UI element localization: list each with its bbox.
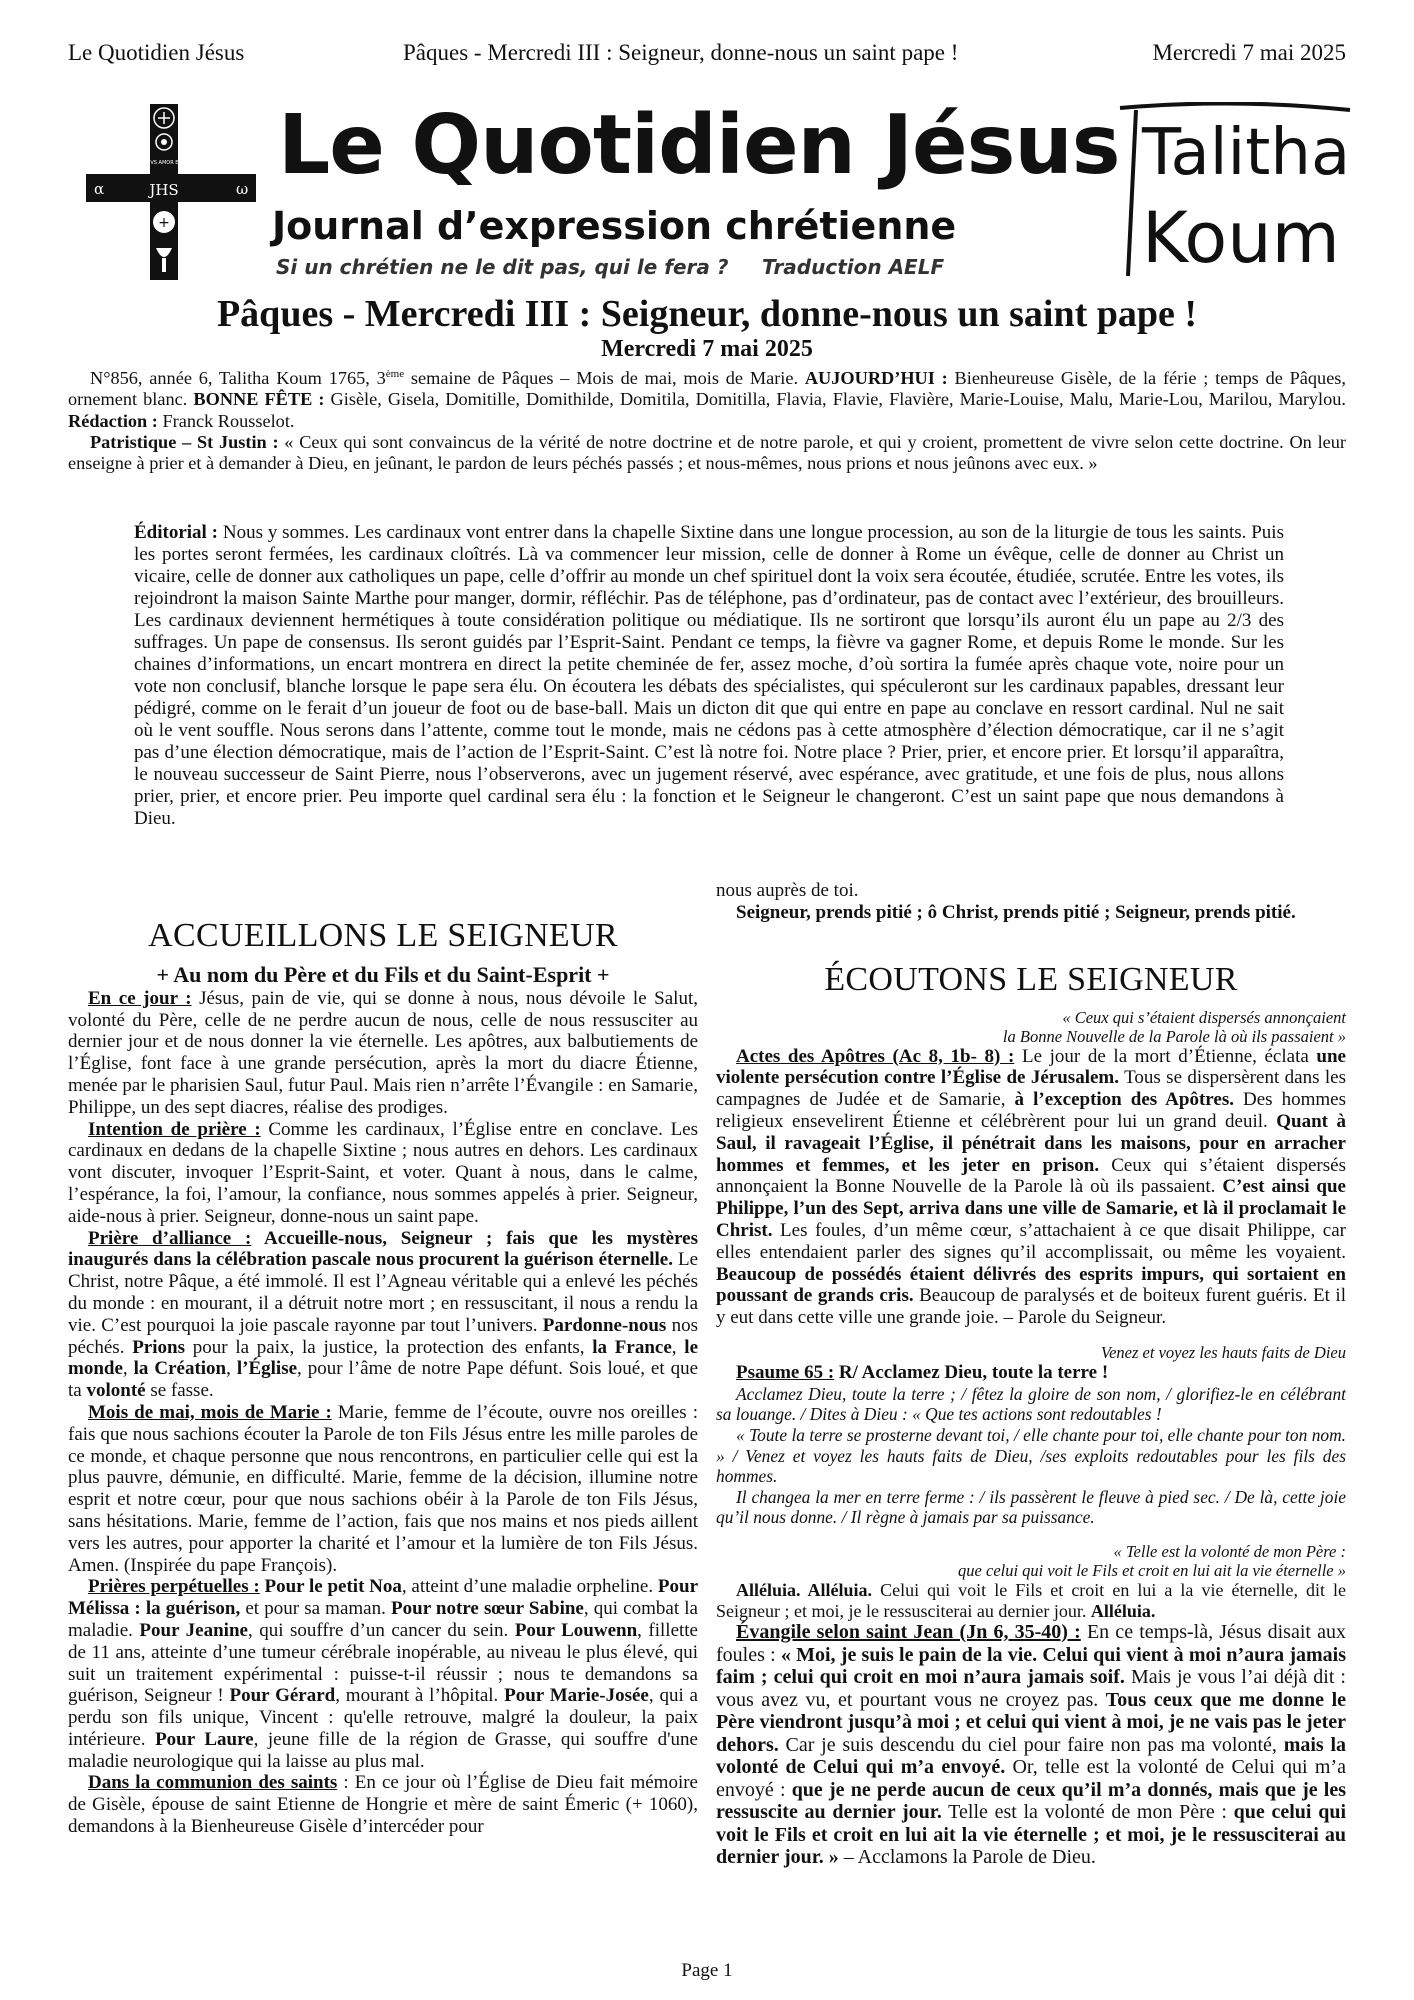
masthead-translation: Traduction AELF bbox=[762, 255, 945, 279]
actes-paragraph bbox=[716, 1046, 1346, 1329]
perp-bold-1: Pour le petit Noa bbox=[259, 1576, 402, 1598]
alliance-text-2: nos péchés. bbox=[68, 1314, 698, 1358]
psaume-label: Psaume 65 : bbox=[736, 1361, 835, 1383]
evangile-bold-5: que celui qui voit le Fils et croit en lui ait la vie éternelle ; et moi, je le ressusciterai au dernier jour. » bbox=[716, 1801, 1346, 1869]
perp-text-2: et pour sa maman. bbox=[240, 1598, 392, 1620]
editorial-label: Éditorial : bbox=[134, 522, 219, 543]
evangile-bold-2: Tous ceux que me donne le Père viendront jusqu’à moi ; et celui qui vient à moi, je ne vais pas le jeter dehors. bbox=[716, 1688, 1346, 1756]
epigraph-3-line-2: que celui qui voit le Fils et croit en lui ait la vie éternelle » bbox=[958, 1560, 1346, 1580]
alliance-text-5: , bbox=[122, 1358, 134, 1380]
right-column bbox=[716, 880, 1346, 1869]
evangile-text-4: Or, telle est la volonté de Celui qui m’a envoyé : bbox=[716, 1756, 1346, 1801]
perp-bold-5: Pour Louwenn bbox=[514, 1619, 638, 1641]
talitha-text: Talitha bbox=[1142, 116, 1351, 190]
section-heading-accueillons: ACCUEILLONS LE SEIGNEUR bbox=[148, 917, 618, 954]
actes-text-3: Des hommes religieux ensevelirent Étienne et célébrèrent pour lui un grand deuil. bbox=[716, 1089, 1346, 1132]
epigraph-1-line-2: la Bonne Nouvelle de la Parole là où ils passaient » bbox=[1002, 1026, 1346, 1046]
perp-text-1: , atteint d’une maladie orpheline. bbox=[401, 1576, 658, 1598]
cross-logo-icon bbox=[86, 104, 286, 294]
issue-info bbox=[68, 364, 1346, 474]
psaume-heading bbox=[716, 1362, 1346, 1384]
alliance-text-8: se fasse. bbox=[145, 1380, 214, 1402]
communion-text: : En ce jour où l’Église de Dieu fait mémoire de Gisèle, épouse de saint Etienne de Hongrie et mère de saint Émeric (+ 1060), demandons à la Bienheureuse Gisèle d’intercéder pour bbox=[68, 1772, 698, 1838]
psaume-refrain: R/ Acclamez Dieu, toute la terre ! bbox=[834, 1361, 1109, 1383]
patristique-paragraph bbox=[68, 432, 1346, 474]
alliance-bold-2: Pardonne-nous bbox=[542, 1314, 667, 1336]
alliance-paragraph bbox=[68, 1228, 698, 1402]
perp-text-3: , qui combat la maladie. bbox=[68, 1598, 698, 1641]
ce-jour-text: Jésus, pain de vie, qui se donne à nous, nous dévoile le Salut, volonté du Père, celle de ne perdre aucun de nous, celle de nous ressusciter au dernier jour et de nous donner la vie éternelle. Les apôtres, aux balbutiements de l’Église, font face à une grande persécution, après la mort du diacre Étienne, menée par le pharisien Saul, futur Paul. Mais rien n’arrête l’Évangile : en Samarie, Philippe, un des sept diacres, réalise des prodiges. bbox=[68, 987, 698, 1118]
alliance-text-6: , bbox=[226, 1358, 237, 1380]
epigraph-2: Venez et voyez les hauts faits de Dieu bbox=[1100, 1342, 1346, 1362]
ce-jour-paragraph bbox=[68, 988, 698, 1119]
perp-text-7: , qui a perdu son fils unique, Vincent : qu'elle retrouve, malgré la douleur, la paix intérieure. bbox=[68, 1685, 698, 1750]
perp-text-6: , mourant à l’hôpital. bbox=[335, 1685, 505, 1707]
editorial-paragraph bbox=[134, 522, 1284, 830]
epigraph-1-line-1: « Ceux qui s’étaient dispersés annonçaient bbox=[1062, 1007, 1346, 1027]
perp-bold-7: Pour Marie-Josée bbox=[504, 1685, 649, 1707]
issue-number: N°856, année 6, Talitha Koum 1765, bbox=[90, 368, 370, 389]
evangile-bold-1: « Moi, je suis le pain de la vie. Celui qui vient à moi n’aura jamais faim ; celui qui croit en moi n’aura jamais soif. bbox=[716, 1643, 1346, 1689]
week-text: semaine de Pâques – Mois de mai, mois de Marie. bbox=[404, 368, 799, 389]
actes-text-1: Le jour de la mort d’Étienne, éclata bbox=[1014, 1045, 1317, 1067]
marie-label: Mois de mai, mois de Marie : bbox=[88, 1401, 332, 1423]
continuation-text: nous auprès de toi. bbox=[716, 880, 859, 901]
masthead-title: Le Quotidien Jésus bbox=[278, 98, 1120, 193]
left-column bbox=[68, 880, 698, 1838]
actes-text-2: Tous se dispersèrent dans les campagnes de Judée et de Samarie, bbox=[716, 1067, 1346, 1111]
evangile-text-2: Mais je vous l’ai déjà dit : vous avez vu, et pourtant vous ne croyez pas. bbox=[716, 1666, 1346, 1711]
alliance-bold-5: le monde bbox=[68, 1336, 699, 1380]
perp-text-5: , fillette de 11 ans, atteinte d’une tumeur cérébrale inopérable, au niveau le plus élevé, qui suit un traitement expérimental : puisse-t-il réussir ; nous te demandons sa guérison, Seigneur ! bbox=[68, 1619, 698, 1707]
section-subheading: + Au nom du Père et du Fils et du Saint-Esprit + bbox=[156, 962, 610, 987]
evangile-bold-4: que je ne perde aucun de ceux qu’il m’a donnés, mais que je les ressuscite au dernier jour. bbox=[716, 1778, 1347, 1824]
kyrie-paragraph: Seigneur, prends pitié ; ô Christ, prends pitié ; Seigneur, prends pitié. bbox=[736, 901, 1296, 923]
epigraph-3-line-1: « Telle est la volonté de mon Père : bbox=[1113, 1541, 1346, 1561]
alliance-text-7: , pour l’âme de notre Pape défunt. Sois loué, et que ta bbox=[68, 1358, 699, 1402]
alliance-bold-3: Prions bbox=[132, 1336, 185, 1358]
perp-bold-3: Pour notre sœur Sabine bbox=[391, 1598, 584, 1620]
editorial bbox=[134, 522, 1284, 830]
psaume-verse-3: Il changea la mer en terre ferme : / ils passèrent le fleuve à pied sec. / De là, cette joie qu’il nous donne. / Il règne à jamais par sa puissance. bbox=[716, 1486, 1346, 1528]
perpetuelles-paragraph bbox=[68, 1576, 698, 1772]
communion-label: Dans la communion des saints bbox=[88, 1772, 338, 1794]
alliance-bold-4: la France bbox=[592, 1336, 672, 1358]
alliance-text-1: Le Christ, notre Pâque, a été immolé. Il est l’Agneau véritable qui a enlevé les péchés du monde : en mourant, il a détruit notre mort ; en ressuscitant, il nous a rendu la vie. C’est pourquoi la joie pascale rayonne par tout l’univers. bbox=[68, 1249, 699, 1336]
fete-label: BONNE FÊTE : bbox=[193, 389, 325, 410]
evangile-text-5: Telle est la volonté de mon Père : bbox=[941, 1801, 1234, 1824]
redaction-text: Franck Rousselot. bbox=[157, 410, 295, 431]
continuation-paragraph bbox=[716, 880, 1346, 902]
masthead-tagline: Si un chrétien ne le dit pas, qui le fera ? bbox=[276, 255, 729, 279]
actes-bold-2: à l’exception des Apôtres. bbox=[1014, 1089, 1234, 1111]
cross-jhs-text: JHS bbox=[149, 181, 179, 199]
marie-paragraph bbox=[68, 1402, 698, 1576]
cross-plus-text: + bbox=[158, 215, 170, 231]
evangile-text-6: – Acclamons la Parole de Dieu. bbox=[838, 1846, 1096, 1869]
cross-omega-text: ω bbox=[236, 180, 249, 198]
ce-jour-label: En ce jour : bbox=[88, 987, 192, 1009]
page-title: Pâques - Mercredi III : Seigneur, donne-nous un saint pape ! bbox=[216, 293, 1198, 335]
week-sup: ème bbox=[385, 368, 405, 380]
running-header-left: Le Quotidien Jésus bbox=[68, 40, 245, 65]
fete-text: Gisèle, Gisela, Domitille, Domithilde, Domitila, Domitilla, Flavia, Flavie, Flavière, Marie-Louise, Malu, Marie-Lou, Marilou, Marylou. bbox=[324, 389, 1346, 410]
psaume-verse-2: « Toute la terre se prosterne devant toi, / elle chante pour toi, elle chante pour ton nom. » / Venez et voyez les hauts faits de Dieu, /ses exploits redoutables pour les fils des hommes. bbox=[716, 1424, 1346, 1487]
patristique-label: Patristique – St Justin : bbox=[90, 431, 279, 452]
alliance-text-4: , bbox=[671, 1336, 685, 1358]
actes-text-4: Ceux qui s’étaient dispersés annonçaient la Bonne Nouvelle de la Parole là où ils passaient. bbox=[716, 1154, 1346, 1198]
marie-text: Marie, femme de l’écoute, ouvre nos oreilles : fais que nous sachions écouter la Parole de ton Fils Jésus entre les mille paroles de ce monde, et chaque personne que nous rencontrons, en particulier celle qui est la plus pauvre, démunie, en difficulté. Marie, femme de la décision, illumine notre esprit et notre cœur, pour que nous sachions obéir à la Parole de ton Fils Jésus, sans hésitations. Marie, femme de l’action, fais que nos mains et nos pieds aillent vers les autres, pour apporter la charité et l’amour et la lumière de ton Fils Jésus. Amen. (Inspirée du pape François). bbox=[68, 1401, 698, 1576]
actes-bold-3: Quant à Saul, il ravageait l’Église, il pénétrait dans les maisons, pour en arracher hommes et femmes, et les jeter en prison. bbox=[716, 1110, 1346, 1176]
communion-paragraph bbox=[68, 1772, 698, 1837]
alliance-label: Prière d’alliance : bbox=[88, 1227, 252, 1249]
today-text: Bienheureuse Gisèle, de la férie ; temps de Pâques, ornement blanc. bbox=[68, 368, 1346, 410]
intention-paragraph bbox=[68, 1119, 698, 1228]
alliance-bold-8: volonté bbox=[86, 1380, 146, 1402]
alliance-bold-6: la Création bbox=[133, 1358, 227, 1380]
running-header bbox=[68, 40, 1346, 70]
cross-alpha-text: α bbox=[94, 180, 105, 198]
actes-text-6: Beaucoup de paralysés et de boiteux furent guéris. Et il y eut dans cette ville une grande joie. – Parole du Seigneur. bbox=[716, 1285, 1346, 1329]
evangile-bold-3: mais la volonté de Celui qui m’a envoyé. bbox=[716, 1733, 1346, 1779]
actes-bold-5: Beaucoup de possédés étaient délivrés des esprits impurs, qui sortaient en poussant de grands cris. bbox=[716, 1263, 1346, 1307]
masthead-subtitle: Journal d’expression chrétienne bbox=[272, 204, 957, 248]
evangile-label: Évangile selon saint Jean (Jn 6, 35-40) : bbox=[736, 1621, 1081, 1644]
talitha-koum-logo bbox=[1114, 102, 1354, 282]
actes-bold-1: une violente persécution contre l’Église de Jérusalem. bbox=[716, 1045, 1346, 1089]
perp-text-4: , qui souffre d’un cancer du sein. bbox=[247, 1619, 515, 1641]
evangile-text-3: Car je suis descendu du ciel pour faire non pas ma volonté, bbox=[778, 1733, 1284, 1756]
koum-text: Koum bbox=[1142, 197, 1340, 279]
page-date: Mercredi 7 mai 2025 bbox=[601, 336, 813, 362]
alleluia-bold: Alléluia. Alléluia. bbox=[736, 1579, 873, 1600]
actes-text-5: Les foules, d’un même cœur, s’attachaient à ce que disait Philippe, car elles entendaient parler des signes qu’il accomplissait, ou même les voyaient. bbox=[716, 1219, 1346, 1263]
alleluia-bold-2: Alléluia. bbox=[1090, 1600, 1156, 1621]
actes-bold-4: C’est ainsi que Philippe, l’un des Sept, arriva dans une ville de Samarie, et là il proclamait le Christ. bbox=[716, 1176, 1346, 1241]
cross-deus-text: DEVS AMOR EST bbox=[143, 160, 185, 166]
issue-info-paragraph bbox=[68, 364, 1346, 432]
perpetuelles-label: Prières perpétuelles : bbox=[88, 1576, 260, 1598]
page-number: Page 1 bbox=[681, 1960, 733, 1981]
perp-bold-4: Pour Jeanine bbox=[139, 1619, 248, 1641]
section-heading-ecoutons: ÉCOUTONS LE SEIGNEUR bbox=[824, 960, 1238, 998]
week-number: 3 bbox=[376, 368, 386, 389]
alliance-bold: Accueille-nous, Seigneur ; fais que les mystères inaugurés dans la célébration pascale nous procurent la guérison éternelle. bbox=[68, 1227, 699, 1271]
intention-text: Comme les cardinaux, l’Église entre en conclave. Les cardinaux en dedans de la chapelle Sixtine ; nous autres en dehors. Les cardinaux vont discuter, invoquer l’Esprit-Saint, et voter. Quant à nous, dans le calme, l’espérance, la foi, l’amour, la confiance, nous sommes appelés à prier. Seigneur, aide-nous à prier. Seigneur, donne-nous un saint pape. bbox=[68, 1118, 698, 1227]
running-header-center: Pâques - Mercredi III : Seigneur, donne-nous un saint pape ! bbox=[403, 40, 959, 65]
evangile-paragraph bbox=[716, 1621, 1346, 1869]
alleluia-paragraph bbox=[716, 1580, 1346, 1621]
running-header-right: Mercredi 7 mai 2025 bbox=[1152, 40, 1346, 65]
patristique-text: « Ceux qui sont convaincus de la vérité de notre doctrine et de notre parole, et qui y croient, promettent de vivre selon cette doctrine. On leur enseigne à prier et à demander à Dieu, en jeûnant, le pardon de leurs péchés passés ; et nous-mêmes, nous prions et nous jeûnons avec eux. » bbox=[68, 431, 1346, 473]
perp-text-8: , jeune fille de la région de Grasse, qui souffre d'une maladie neurologique qui la laisse au plus mal. bbox=[68, 1728, 698, 1772]
intention-label: Intention de prière : bbox=[88, 1118, 261, 1140]
psaume-verse-1: Acclamez Dieu, toute la terre ; / fêtez la gloire de son nom, / glorifiez-le en célébrant sa louange. / Dites à Dieu : « Que tes actions sont redoutables ! bbox=[716, 1383, 1346, 1425]
alleluia-text: Celui qui voit le Fils et croit en lui a la vie éternelle, dit le Seigneur ; et moi, je le ressusciterai au dernier jour. bbox=[716, 1579, 1347, 1621]
evangile-text-1: En ce temps-là, Jésus disait aux foules : bbox=[716, 1621, 1346, 1666]
editorial-text: Nous y sommes. Les cardinaux vont entrer dans la chapelle Sixtine dans une longue procession, au son de la liturgie de tous les saints. Puis les portes seront fermées, les cardinaux cloîtrés. Là va commencer leur mission, celle de donner à Rome un évêque, celle de donner au Christ un vicaire, celle de donner aux catholiques un pape, celle d’offrir au monde un chef spirituel dont la voix sera écoutée, étudiée, scrutée. Entre les votes, ils rejoindront la maison Sainte Marthe pour manger, dormir, réfléchir. Pas de téléphone, pas d’ordinateur, pas de contact avec l’extérieur, des brouilleurs. Les cardinaux deviennent hermétiques à toute considération politique ou médiatique. Ils ne sortiront que lorsqu’ils auront élu un pape au 2/3 des suffrages. Un pape de consensus. Ils seront guidés par l’Esprit-Saint. Pendant ce temps, la fièvre va gagner Rome, et depuis Rome le monde. Sur les chaines d’informations, un encart montrera en direct la petite cheminée de fer, assez moche, d’où sortira la fumée après chaque vote, noire pour un vote non conclusif, blanche lorsque le pape sera élu. On écoutera les débats des spécialistes, qui spéculeront sur les cardinaux papables, dressant leur pédigré, comme on le ferait d’un joueur de foot ou de base-ball. Mais un dicton dit que qui entre en pape au conclave en ressort cardinal. Nul ne sait où le vent souffle. Nous serons dans l’attente, comme tout le monde, mais ne cédons pas à cette atmosphère d’élection démocratique, car il ne s’agit pas d’une élection démocratique, mais de l’action de l’Esprit-Saint. C’est là notre foi. Notre place ? Prier, prier, et encore prier. Et lorsqu’il apparaîtra, le nouveau successeur de Saint Pierre, nous l’observerons, avec un jugement réservé, avec espérance, avec gratitude, et une fois de plus, nous allons prier, prier, et encore prier. Peu importe quel cardinal sera élu : la fonction et le Seigneur le changeront. C’est un saint pape que nous demandons à Dieu. bbox=[134, 522, 1284, 829]
masthead bbox=[86, 98, 1351, 294]
perp-bold-8: Pour Laure bbox=[155, 1728, 254, 1750]
actes-label: Actes des Apôtres (Ac 8, 1b- 8) : bbox=[736, 1045, 1015, 1067]
alliance-text-3: pour la paix, la justice, la protection des enfants, bbox=[184, 1336, 593, 1358]
alliance-bold-7: l’Église bbox=[236, 1358, 298, 1380]
today-label: AUJOURD’HUI : bbox=[804, 368, 948, 389]
perp-bold-6: Pour Gérard bbox=[229, 1685, 336, 1707]
redaction-label: Rédaction : bbox=[68, 410, 158, 431]
perp-bold-2: Pour Mélissa : la guérison, bbox=[68, 1576, 698, 1620]
